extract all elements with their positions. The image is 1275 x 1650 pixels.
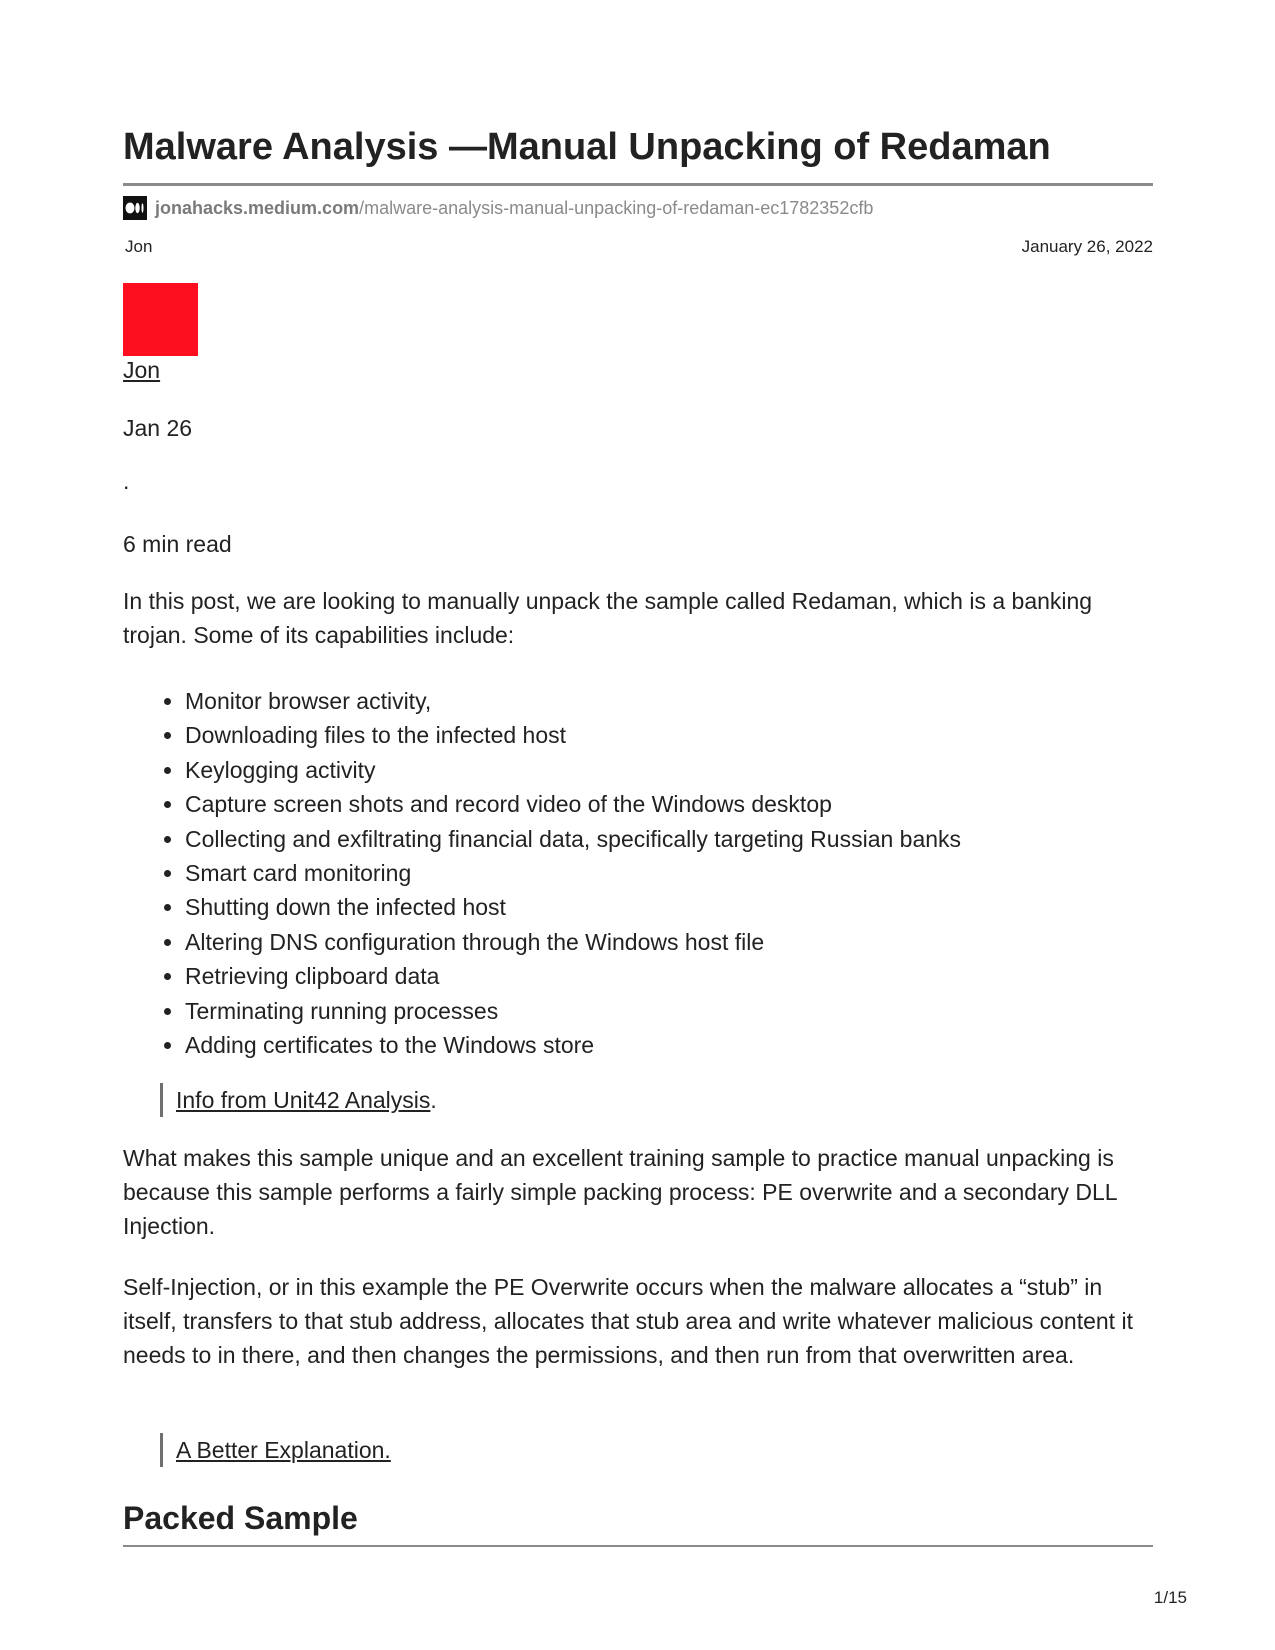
- medium-logo-icon: [123, 196, 147, 220]
- list-item: • Downloading files to the infected host: [185, 718, 961, 752]
- article-title: Malware Analysis —Manual Unpacking of Redaman: [123, 126, 1051, 168]
- list-item: • Keylogging activity: [185, 753, 961, 787]
- list-item: • Capture screen shots and record video of the Windows desktop: [185, 787, 961, 821]
- list-item: • Monitor browser activity,: [185, 684, 961, 718]
- section-heading: Packed Sample: [123, 1500, 358, 1536]
- read-time: 6 min read: [123, 531, 232, 557]
- title-divider: [123, 183, 1153, 186]
- capabilities-list: [123, 684, 961, 1062]
- author-link[interactable]: Jon: [123, 357, 161, 383]
- byline-separator: .: [123, 468, 130, 494]
- meta-author: Jon: [125, 237, 153, 256]
- better-explanation-link[interactable]: A Better Explanation.: [176, 1437, 391, 1463]
- intro-paragraph: In this post, we are looking to manually unpack the sample called Redaman, which is a banking trojan. Some of its capabilities include:: [123, 588, 1093, 648]
- source-url[interactable]: [123, 196, 873, 220]
- author-line: [123, 353, 160, 387]
- source-path: /malware-analysis-manual-unpacking-of-redaman-ec1782352cfb: [359, 197, 874, 218]
- quote-period: .: [430, 1087, 437, 1113]
- list-item: • Altering DNS configuration through the Windows host file: [185, 925, 961, 959]
- blockquote-unit42: [160, 1083, 437, 1117]
- list-item: • Terminating running processes: [185, 994, 961, 1028]
- list-item: • Shutting down the infected host: [185, 890, 961, 924]
- avatar[interactable]: [123, 283, 198, 356]
- list-item: • Collecting and exfiltrating financial data, specifically targeting Russian banks: [185, 822, 961, 856]
- list-item: • Adding certificates to the Windows store: [185, 1028, 961, 1062]
- section-divider: [123, 1545, 1153, 1547]
- unit42-analysis-link[interactable]: Info from Unit42 Analysis: [176, 1087, 431, 1113]
- self-injection-paragraph: Self-Injection, or in this example the PE Overwrite occurs when the malware allocates a “stub” in itself, transfers to that stub address, allocates that stub area and write whatever malicious content it needs to in there, and then changes the permissions, and then run from that overwritten area.: [123, 1274, 1133, 1368]
- page-indicator: 1/15: [1153, 1588, 1187, 1607]
- list-item: • Smart card monitoring: [185, 856, 961, 890]
- blockquote-explanation: [160, 1433, 391, 1467]
- packing-paragraph: What makes this sample unique and an excellent training sample to practice manual unpacking is because this sample performs a fairly simple packing process: PE overwrite and a secondary DLL Injection.: [123, 1145, 1117, 1239]
- list-item: • Retrieving clipboard data: [185, 959, 961, 993]
- publish-date: Jan 26: [123, 415, 193, 441]
- source-domain: jonahacks.medium.com: [155, 197, 360, 218]
- meta-date: January 26, 2022: [1021, 237, 1153, 256]
